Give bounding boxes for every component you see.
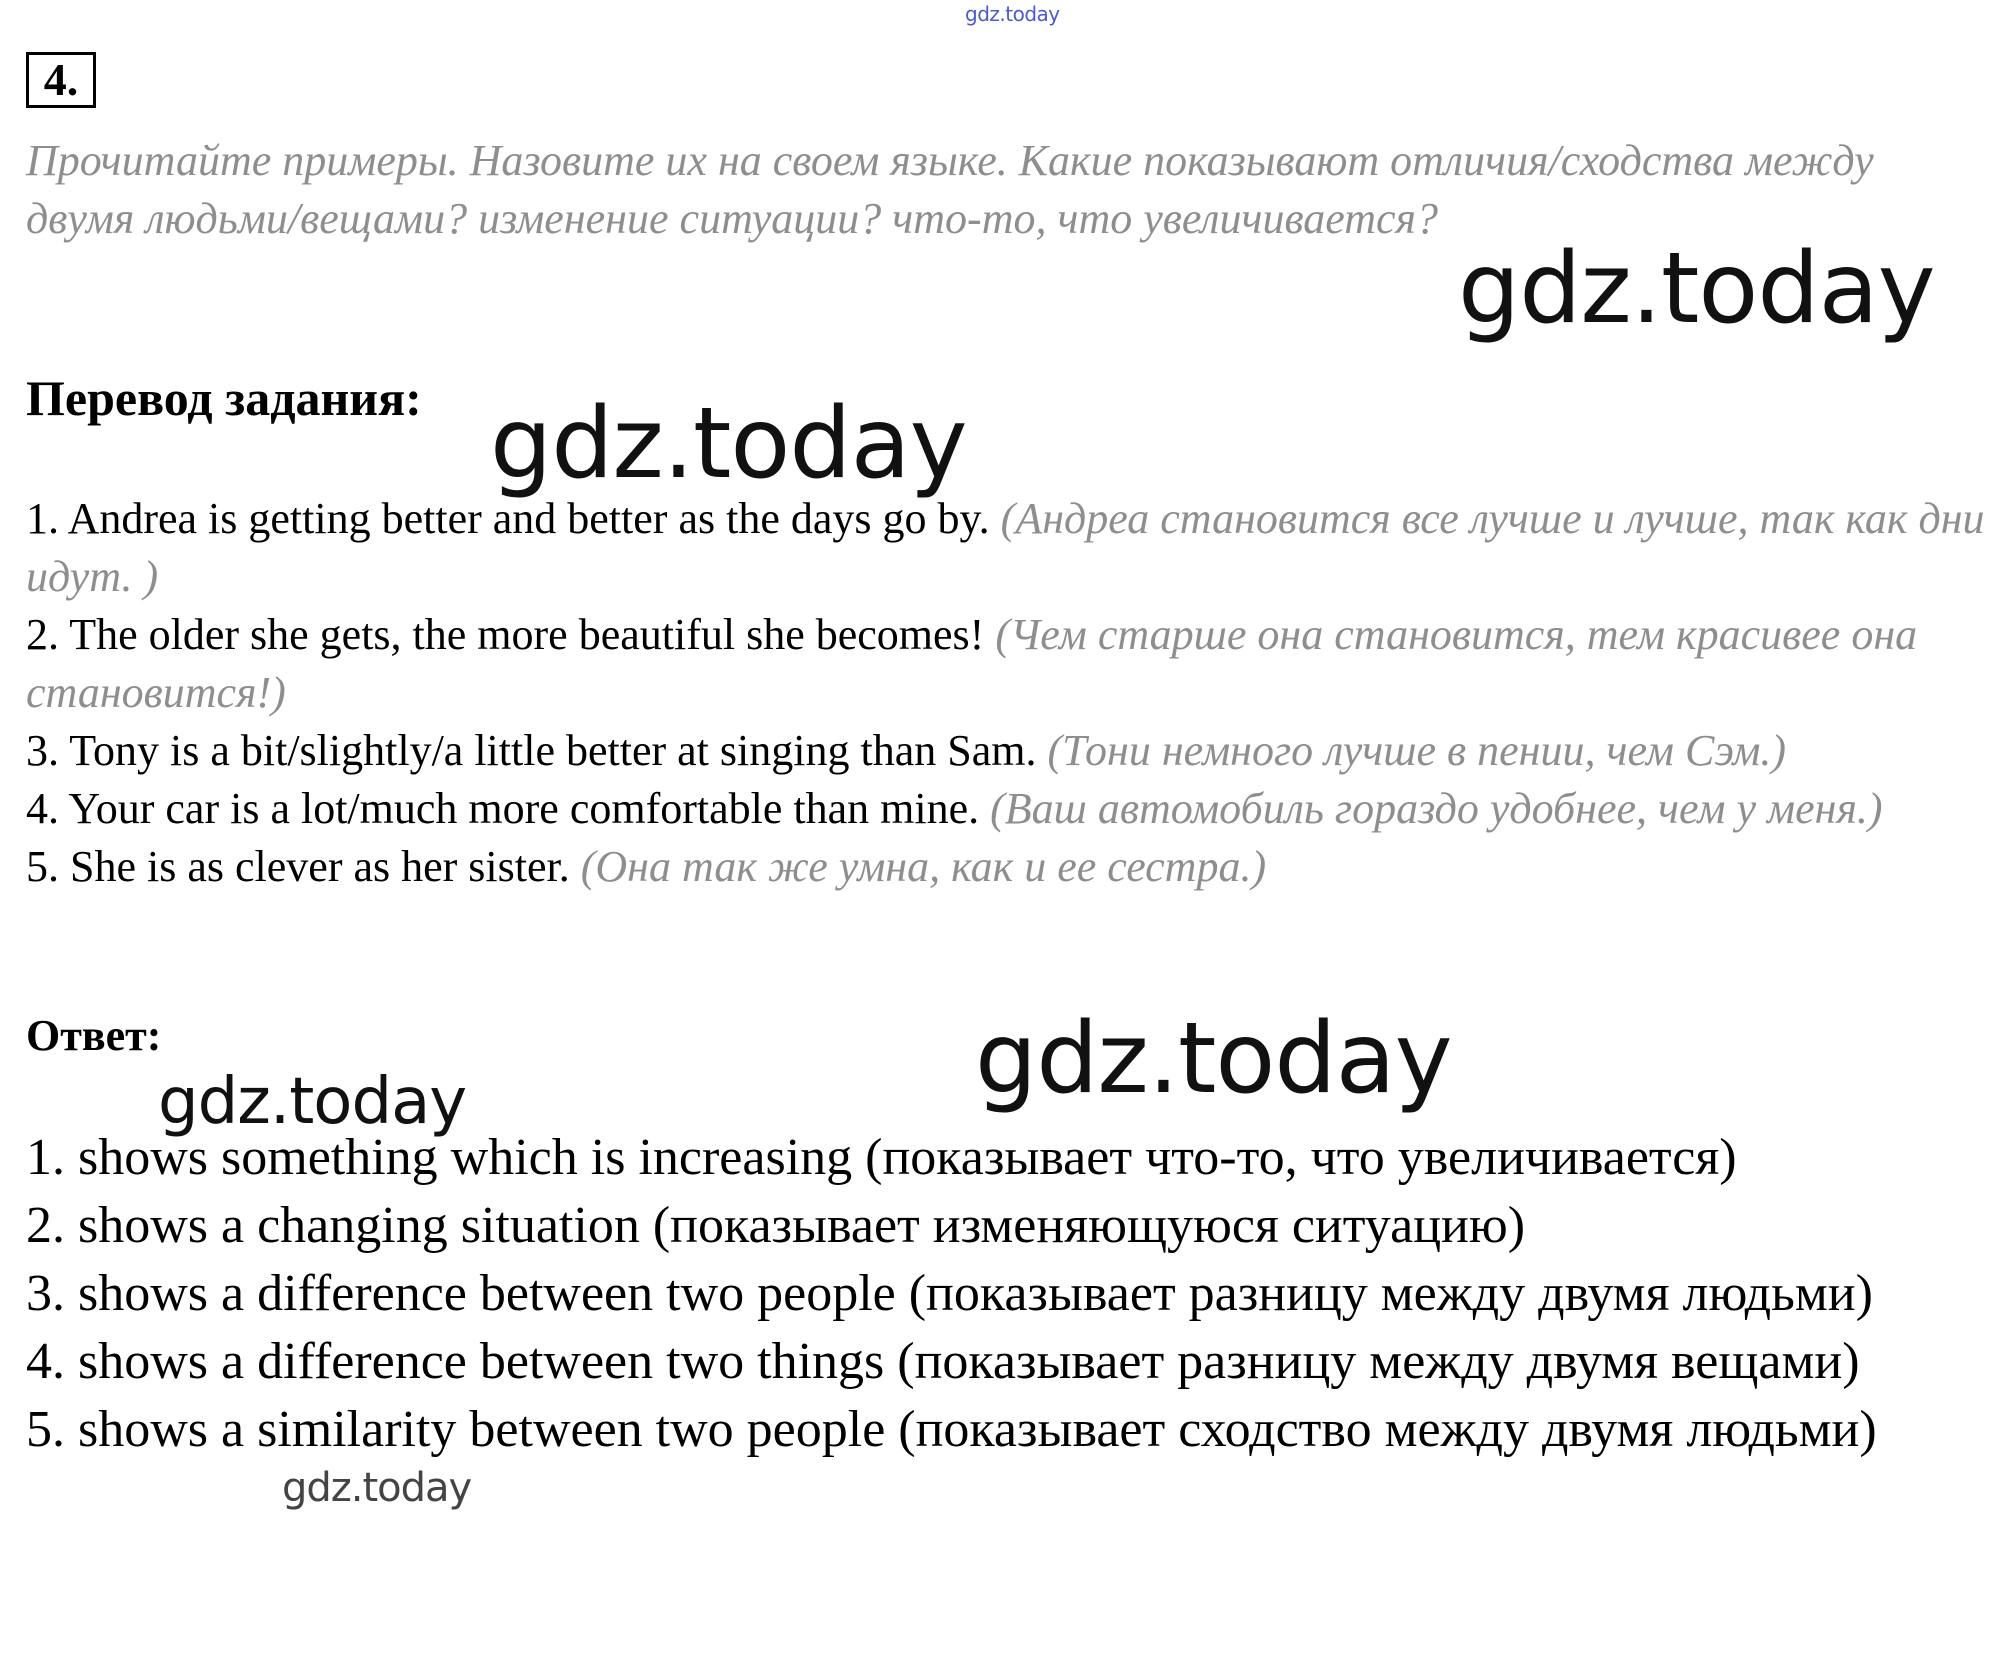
example-item <box>26 722 1986 780</box>
example-english: 2. The older she gets, the more beautiful she becomes! <box>26 610 985 659</box>
example-russian: (Тони немного лучше в пении, чем Сэм.) <box>1047 726 1787 775</box>
example-english: 5. She is as clever as her sister. <box>26 842 570 891</box>
answer-heading: Ответ: <box>26 1011 162 1060</box>
watermark: gdz.today <box>282 1465 472 1511</box>
watermark: gdz.today <box>975 1002 1452 1116</box>
example-russian: (Андреа становится все лучше и лучше, так как дни идут. ) <box>26 494 1985 601</box>
example-item <box>26 780 1986 838</box>
translation-heading: Перевод задания: <box>26 370 422 426</box>
example-item <box>26 838 1986 896</box>
watermark: gdz.today <box>158 1065 467 1139</box>
example-russian: (Ваш автомобиль гораздо удобнее, чем у меня.) <box>990 784 1883 833</box>
example-english: 1. Andrea is getting better and better as the days go by. <box>26 494 990 543</box>
answer-item: 1. shows something which is increasing (показывает что-то, что увеличивается) <box>26 1129 1737 1186</box>
watermark: gdz.today <box>1458 232 1935 346</box>
task-instructions: Прочитайте примеры. Назовите их на своем языке. Какие показывают отличия/сходства между двумя людьми/вещами? изменение ситуации? что-то, что увеличивается? <box>26 136 1874 243</box>
watermark: gdz.today <box>490 387 967 501</box>
example-english: 4. Your car is a lot/much more comfortable than mine. <box>26 784 980 833</box>
example-russian: (Чем старше она становится, тем красивее она становится!) <box>26 610 1918 717</box>
answer-item: 2. shows a changing situation (показывает изменяющуюся ситуацию) <box>26 1197 1526 1254</box>
example-item <box>26 490 1986 606</box>
answer-item: 4. shows a difference between two things (показывает разницу между двумя вещами) <box>26 1333 1860 1390</box>
top-watermark: gdz.today <box>965 2 1060 26</box>
example-english: 3. Tony is a bit/slightly/a little better at singing than Sam. <box>26 726 1037 775</box>
answer-item: 5. shows a similarity between two people (показывает сходство между двумя людьми) <box>26 1401 1877 1458</box>
examples-list <box>26 490 1986 896</box>
answers-list <box>26 1124 1986 1464</box>
example-item <box>26 606 1986 722</box>
answer-item: 3. shows a difference between two people (показывает разницу между двумя людьми) <box>26 1265 1873 1322</box>
exercise-number-box: 4. <box>26 52 96 108</box>
example-russian: (Она так же умна, как и ее сестра.) <box>580 842 1267 891</box>
